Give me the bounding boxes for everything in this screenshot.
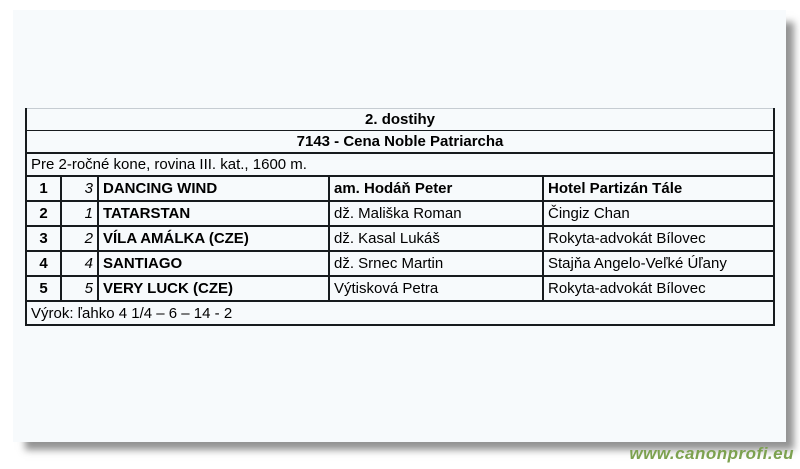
race-name-row xyxy=(26,131,774,154)
stable-cell: Rokyta-advokát Bílovec xyxy=(543,226,774,251)
rider-cell: dž. Mališka Roman xyxy=(329,201,543,226)
horse-cell: VERY LUCK (CZE) xyxy=(98,276,329,301)
start-number-cell: 1 xyxy=(61,201,98,226)
stable-cell: Rokyta-advokát Bílovec xyxy=(543,276,774,301)
race-session-title: 2. dostihy xyxy=(26,109,774,131)
position-cell: 2 xyxy=(26,201,61,226)
position-cell: 4 xyxy=(26,251,61,276)
race-conditions-row xyxy=(26,153,774,176)
rider-cell: am. Hodáň Peter xyxy=(329,176,543,201)
race-verdict: Výrok: ľahko 4 1/4 – 6 – 14 - 2 xyxy=(31,304,233,322)
rider-cell: dž. Srnec Martin xyxy=(329,251,543,276)
rider-cell: dž. Kasal Lukáš xyxy=(329,226,543,251)
start-number-cell: 5 xyxy=(61,276,98,301)
horse-cell: DANCING WIND xyxy=(98,176,329,201)
race-conditions: Pre 2-ročné kone, rovina III. kat., 1600 m. xyxy=(26,153,774,176)
horse-cell: SANTIAGO xyxy=(98,251,329,276)
rider-cell: Výtisková Petra xyxy=(329,276,543,301)
stable-cell: Stajňa Angelo-Veľké Úľany xyxy=(543,251,774,276)
race-verdict-row xyxy=(26,301,774,325)
position-cell: 1 xyxy=(26,176,61,201)
result-row xyxy=(26,276,774,301)
stable-cell: Čingiz Chan xyxy=(543,201,774,226)
result-row xyxy=(26,226,774,251)
results-page xyxy=(13,10,786,442)
result-row xyxy=(26,251,774,276)
position-cell: 3 xyxy=(26,226,61,251)
result-row xyxy=(26,201,774,226)
race-session-title-row xyxy=(26,109,774,131)
start-number-cell: 2 xyxy=(61,226,98,251)
position-cell: 5 xyxy=(26,276,61,301)
result-row xyxy=(26,176,774,201)
horse-cell: VÍLA AMÁLKA (CZE) xyxy=(98,226,329,251)
start-number-cell: 4 xyxy=(61,251,98,276)
horse-cell: TATARSTAN xyxy=(98,201,329,226)
stable-cell: Hotel Partizán Tále xyxy=(543,176,774,201)
race-name: 7143 - Cena Noble Patriarcha xyxy=(26,131,774,154)
watermark-link[interactable]: www.canonprofi.eu xyxy=(629,444,794,463)
race-results-table xyxy=(25,108,775,326)
start-number-cell: 3 xyxy=(61,176,98,201)
